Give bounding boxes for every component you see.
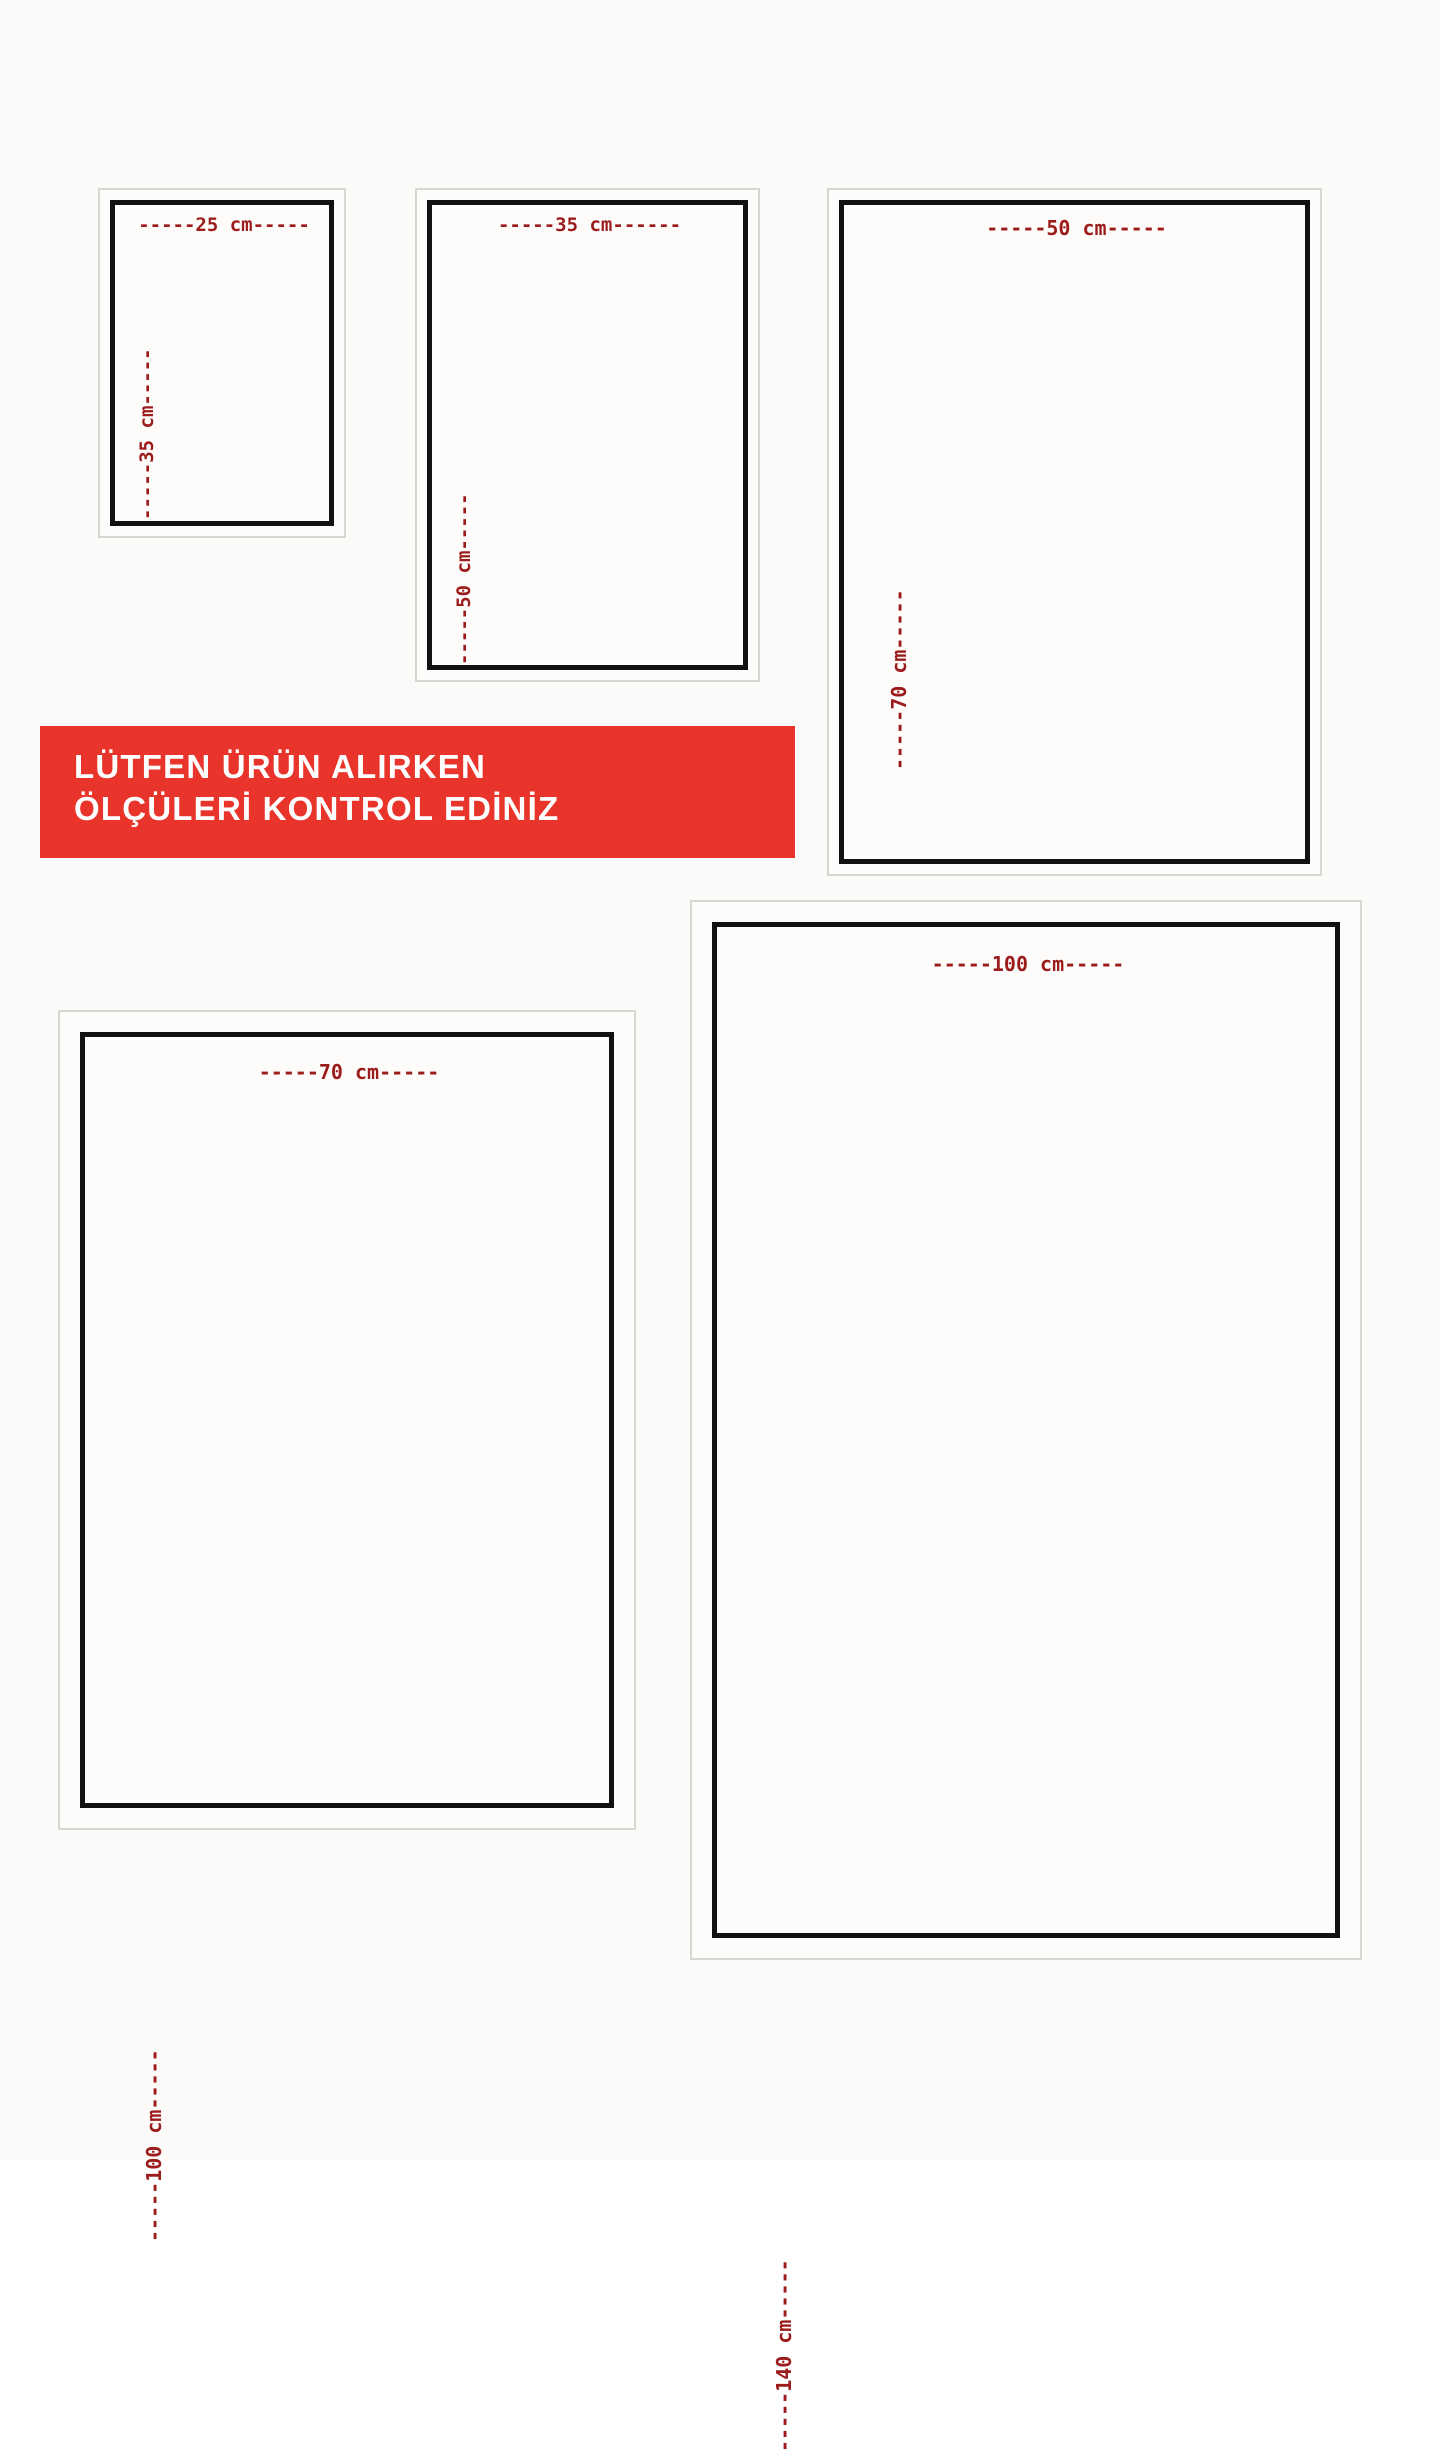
size-card-50x70: [827, 188, 1322, 876]
height-label-25x35: -----35 cm-----: [136, 348, 158, 520]
height-label-100x140: -----140 cm-----: [772, 2259, 796, 2452]
size-inner-rect-70x100: [80, 1032, 614, 1808]
width-label-25x35: -----25 cm-----: [138, 214, 310, 236]
width-label-70x100: -----70 cm-----: [258, 1060, 440, 1084]
width-label-50x70: -----50 cm-----: [986, 216, 1167, 240]
height-label-50x70: -----70 cm-----: [887, 589, 911, 770]
height-label-35x50: -----50 cm-----: [453, 493, 475, 665]
size-card-25x35: [98, 188, 346, 538]
size-inner-rect-35x50: [427, 200, 748, 670]
width-label-100x140: -----100 cm-----: [931, 952, 1125, 976]
height-label-70x100: -----100 cm-----: [142, 2049, 166, 2242]
width-label-35x50: -----35 cm------: [497, 214, 682, 236]
notice-line-1: LÜTFEN ÜRÜN ALIRKEN: [74, 748, 487, 785]
size-inner-rect-100x140: [712, 922, 1340, 1938]
size-card-70x100: [58, 1010, 636, 2242]
measurement-warning-banner: [40, 726, 795, 858]
size-card-35x50: [415, 188, 760, 682]
size-card-100x140: [690, 900, 1362, 2452]
notice-line-2: ÖLÇÜLERİ KONTROL EDİNİZ: [74, 790, 560, 828]
